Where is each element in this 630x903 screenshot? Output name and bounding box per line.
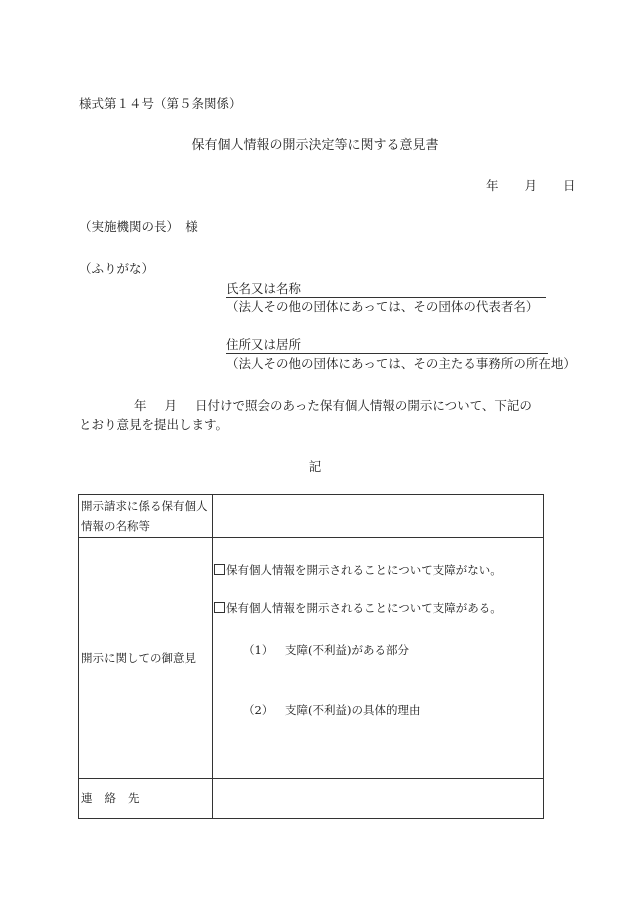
table-row: [79, 495, 544, 538]
furigana-label: （ふりがな）: [79, 261, 155, 276]
date-year: 年: [486, 178, 499, 193]
body-line-1-text: 日付けで照会のあった保有個人情報の開示について、下記の: [195, 398, 532, 413]
checkbox-has-issue[interactable]: [214, 602, 225, 613]
option-has-issue-text: 保有個人情報を開示されることについて支障がある。: [226, 601, 502, 615]
sub-item-1-text: 支障(不利益)がある部分: [285, 643, 409, 657]
checkbox-no-issue[interactable]: [214, 564, 225, 575]
address-label: 住所又は居所: [226, 337, 302, 352]
document-title: 保有個人情報の開示決定等に関する意見書: [191, 138, 439, 153]
date-month: 月: [524, 178, 538, 193]
address-note: （法人その他の団体にあっては、その主たる事務所の所在地）: [226, 356, 576, 371]
info-name-label: [79, 495, 213, 538]
info-name-label-line1: 開示請求に係る保有個人: [81, 498, 208, 513]
table-row: [79, 538, 544, 779]
ki-heading: 記: [308, 459, 322, 474]
date-line: [486, 178, 576, 193]
address-field[interactable]: [226, 337, 548, 354]
option-no-issue-text: 保有個人情報を開示されることについて支障がない。: [226, 563, 502, 577]
opinion-label: 開示に関しての御意見: [79, 538, 213, 779]
name-note: （法人その他の団体にあっては、その団体の代表者名）: [226, 299, 539, 314]
info-name-input[interactable]: [213, 495, 544, 538]
opinion-input[interactable]: [213, 538, 544, 779]
body-year: 年: [134, 398, 147, 413]
sub-item-2-text: 支障(不利益)の具体的理由: [285, 703, 421, 717]
option-no-issue[interactable]: [214, 562, 502, 578]
date-day: 日: [563, 178, 576, 193]
sub-item-2: [243, 702, 420, 718]
sub-item-1: [243, 642, 409, 658]
info-name-label-line2: 情報の名称等: [81, 519, 150, 533]
form-number: 様式第１４号（第５条関係）: [79, 96, 242, 111]
opinion-table: [78, 494, 544, 819]
sub-item-2-number: （2）: [243, 703, 274, 717]
body-line-2: とおり意見を提出します。: [79, 417, 229, 432]
sub-item-1-number: （1）: [243, 643, 274, 657]
contact-input[interactable]: [213, 779, 544, 819]
option-has-issue[interactable]: [214, 600, 502, 616]
name-label: 氏名又は名称: [226, 281, 302, 296]
body-month: 月: [164, 398, 178, 413]
addressee: （実施機関の長） 様: [79, 219, 198, 234]
name-field[interactable]: [226, 281, 546, 298]
body-line-1: [79, 398, 532, 413]
table-row: [79, 779, 544, 819]
contact-label: 連絡先: [79, 779, 213, 819]
